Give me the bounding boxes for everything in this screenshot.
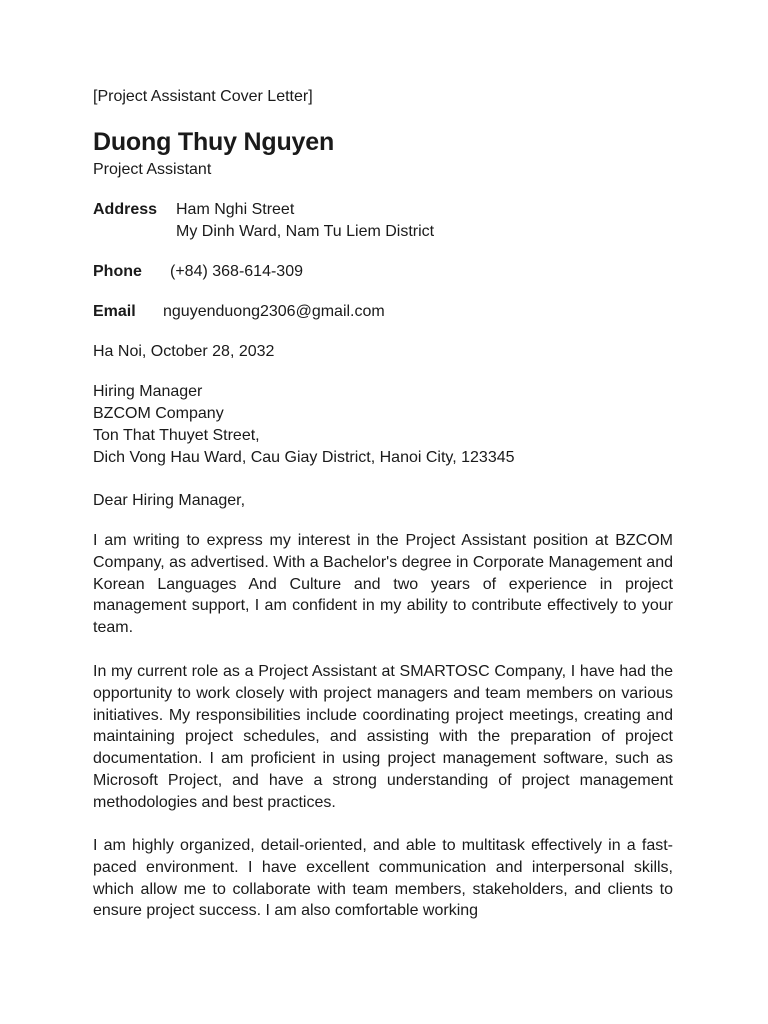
phone-row bbox=[93, 261, 303, 283]
phone-number: (+84) 368-614-309 bbox=[170, 263, 303, 280]
phone-value bbox=[170, 261, 303, 283]
body-paragraph: I am highly organized, detail-oriented, and able to multitask effectively in a fast-paced environment. I have excellent communication and interpersonal skills, which allow me to collaborate with team members, stakeholders, and clients to ensure project success. I am also comfortable working bbox=[93, 837, 673, 920]
address-label: Address bbox=[93, 201, 158, 218]
salutation: Dear Hiring Manager, bbox=[93, 492, 246, 509]
recipient-line: Hiring Manager bbox=[93, 383, 203, 400]
sender-name: Duong Thuy Nguyen bbox=[93, 128, 335, 156]
phone-label: Phone bbox=[93, 263, 142, 280]
address-line: My Dinh Ward, Nam Tu Liem District bbox=[176, 223, 435, 240]
recipient-line: BZCOM Company bbox=[93, 405, 224, 422]
address-value bbox=[176, 199, 434, 243]
document-label: [Project Assistant Cover Letter] bbox=[93, 88, 313, 105]
body-paragraph: I am writing to express my interest in the Project Assistant position at BZCOM Company, as advertised. With a Bachelor's degree in Corporate Management and Korean Languages And Culture and two years of experience in project management support, I am confident in my ability to contribute effectively to your team. bbox=[93, 532, 673, 637]
recipient-line: Dich Vong Hau Ward, Cau Giay District, Hanoi City, 123345 bbox=[93, 449, 515, 466]
body-paragraph: In my current role as a Project Assistant at SMARTOSC Company, I have had the opportunity to work closely with project managers and team members on various initiatives. My responsibilities include coordinating project meetings, creating and maintaining project schedules, and assisting with the preparation of project documentation. I am proficient in using project management software, such as Microsoft Project, and have a strong understanding of project management methodologies and best practices. bbox=[93, 663, 673, 811]
email-value bbox=[163, 301, 385, 323]
email-row bbox=[93, 301, 385, 323]
letter-page bbox=[93, 0, 673, 1024]
email-address: nguyenduong2306@gmail.com bbox=[163, 303, 385, 320]
address-line: Ham Nghi Street bbox=[176, 201, 295, 218]
email-label: Email bbox=[93, 303, 136, 320]
address-row bbox=[93, 199, 434, 243]
recipient-block bbox=[93, 381, 515, 469]
recipient-line: Ton That Thuyet Street, bbox=[93, 427, 260, 444]
date-line: Ha Noi, October 28, 2032 bbox=[93, 343, 275, 360]
sender-job-title: Project Assistant bbox=[93, 161, 212, 178]
